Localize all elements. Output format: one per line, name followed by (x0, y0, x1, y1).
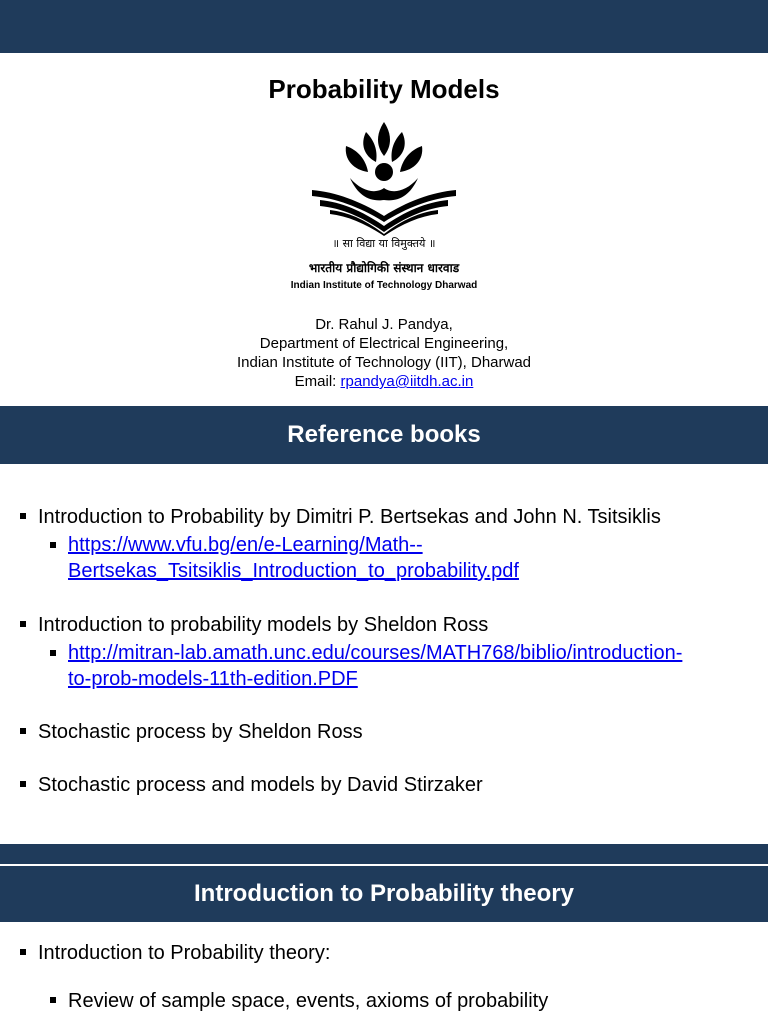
slide-intro-probability (0, 844, 768, 1024)
list-subitem (50, 988, 548, 1014)
list-item (20, 772, 483, 798)
list-item-text: Introduction to probability models by Sheldon Ross (38, 614, 489, 636)
list-item-text: Introduction to Probability by Dimitri P. Bertsekas and John N. Tsitsiklis (38, 506, 661, 528)
page-title: Probability Models (268, 74, 500, 104)
reference-link[interactable]: Bertsekas_Tsitsiklis_Introduction_to_probability.pdf (68, 560, 519, 582)
reference-link[interactable]: https://www.vfu.bg/en/e-Learning/Math-- (68, 534, 423, 556)
list-item (20, 612, 488, 638)
list-item-text: Stochastic process and models by David Stirzaker (38, 774, 483, 796)
square-bullet-icon (20, 728, 26, 734)
square-bullet-icon (50, 650, 56, 656)
list-item-text: Review of sample space, events, axioms of probability (68, 990, 549, 1012)
email-link[interactable]: rpandya@iitdh.ac.in (340, 373, 474, 390)
slide-heading: Reference books (287, 421, 481, 448)
iit-dharwad-logo-icon (306, 120, 462, 236)
list-item (20, 719, 363, 745)
author-institute: Indian Institute of Technology (IIT), Dharwad (236, 354, 532, 371)
square-bullet-icon (50, 997, 56, 1003)
author-department: Department of Electrical Engineering, (259, 335, 509, 352)
institute-motto: ॥ सा विद्या या विमुक्तये ॥ (332, 237, 436, 250)
author-block (0, 315, 768, 391)
list-item-text: Introduction to Probability theory: (38, 942, 331, 964)
author-name: Dr. Rahul J. Pandya, (315, 316, 453, 333)
list-subitem (50, 640, 682, 692)
email-label: Email: (294, 373, 341, 390)
institute-name-hindi: भारतीय प्रौद्योगिकी संस्थान धारवाड (308, 261, 460, 275)
slide-heading: Introduction to Probability theory (194, 880, 574, 907)
slide-title (0, 0, 768, 404)
top-bar (0, 844, 768, 864)
list-item (20, 940, 330, 966)
square-bullet-icon (50, 542, 56, 548)
reference-link[interactable]: to-prob-models-11th-edition.PDF (68, 668, 358, 690)
author-email-line (0, 372, 768, 391)
header-bar (0, 0, 768, 53)
list-item (20, 504, 661, 530)
list-subitem (50, 532, 519, 584)
square-bullet-icon (20, 949, 26, 955)
list-item-text: Stochastic process by Sheldon Ross (38, 721, 363, 743)
reference-link[interactable]: http://mitran-lab.amath.unc.edu/courses/MATH768/biblio/introduction- (68, 642, 683, 664)
square-bullet-icon (20, 621, 26, 627)
institute-name-english: Indian Institute of Technology Dharwad (290, 280, 478, 291)
square-bullet-icon (20, 781, 26, 787)
square-bullet-icon (20, 513, 26, 519)
slide-reference-books (0, 404, 768, 844)
